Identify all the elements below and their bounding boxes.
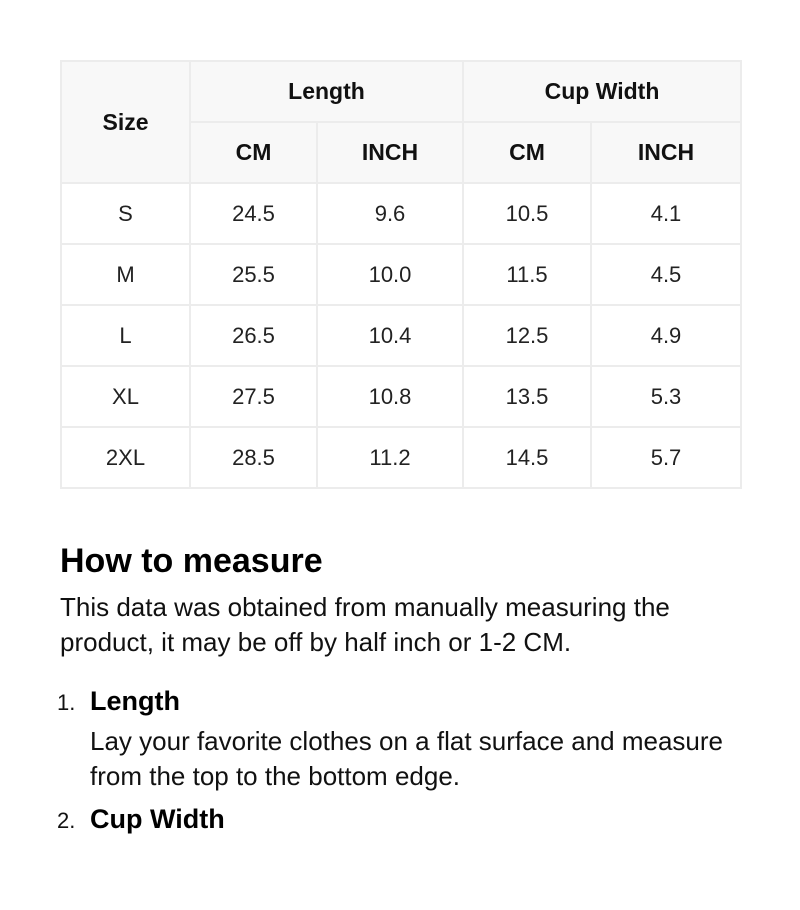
cell-length-cm: 27.5 [190, 366, 317, 427]
cell-cup-width-cm: 14.5 [463, 427, 591, 488]
step-description: Lay your favorite clothes on a flat surface and measure from the top to the bottom edge. [90, 726, 724, 791]
header-cup-width: Cup Width [463, 61, 741, 122]
table-body [61, 183, 741, 488]
cell-size: S [61, 183, 190, 244]
cell-length-inch: 11.2 [317, 427, 463, 488]
cell-cup-width-cm: 10.5 [463, 183, 591, 244]
header-size: Size [61, 61, 190, 183]
size-table [60, 60, 742, 489]
cell-size: L [61, 305, 190, 366]
section-title: How to measure [60, 542, 323, 580]
header-cup-width-cm: CM [463, 122, 591, 183]
list-item [57, 682, 760, 794]
cell-length-inch: 9.6 [317, 183, 463, 244]
cell-cup-width-inch: 5.3 [591, 366, 741, 427]
cell-cup-width-cm: 13.5 [463, 366, 591, 427]
table-row [61, 183, 741, 244]
step-title: Cup Width [90, 804, 225, 834]
cell-size: M [61, 244, 190, 305]
cell-length-cm: 28.5 [190, 427, 317, 488]
list-item [57, 800, 760, 838]
measure-intro: This data was obtained from manually measuring the product, it may be off by half inch or 1-2 CM. [60, 592, 670, 657]
cell-length-cm: 26.5 [190, 305, 317, 366]
cell-cup-width-inch: 5.7 [591, 427, 741, 488]
header-length-cm: CM [190, 122, 317, 183]
cell-cup-width-inch: 4.5 [591, 244, 741, 305]
cell-size: 2XL [61, 427, 190, 488]
cell-size: XL [61, 366, 190, 427]
table-row [61, 244, 741, 305]
step-title: Length [90, 686, 180, 716]
cell-cup-width-cm: 12.5 [463, 305, 591, 366]
cell-cup-width-inch: 4.1 [591, 183, 741, 244]
table-header [61, 61, 741, 183]
cell-length-cm: 24.5 [190, 183, 317, 244]
header-row-top [61, 61, 741, 122]
how-to-measure-section [57, 538, 760, 844]
cell-length-cm: 25.5 [190, 244, 317, 305]
table-row [61, 427, 741, 488]
header-cup-width-inch: INCH [591, 122, 741, 183]
step-number: 1. [57, 690, 76, 715]
cell-length-inch: 10.8 [317, 366, 463, 427]
step-number: 2. [57, 808, 76, 833]
cell-length-inch: 10.0 [317, 244, 463, 305]
cell-cup-width-cm: 11.5 [463, 244, 591, 305]
table-row [61, 305, 741, 366]
header-length: Length [190, 61, 463, 122]
measure-steps-list [57, 682, 760, 838]
table-row [61, 366, 741, 427]
cell-cup-width-inch: 4.9 [591, 305, 741, 366]
header-length-inch: INCH [317, 122, 463, 183]
cell-length-inch: 10.4 [317, 305, 463, 366]
